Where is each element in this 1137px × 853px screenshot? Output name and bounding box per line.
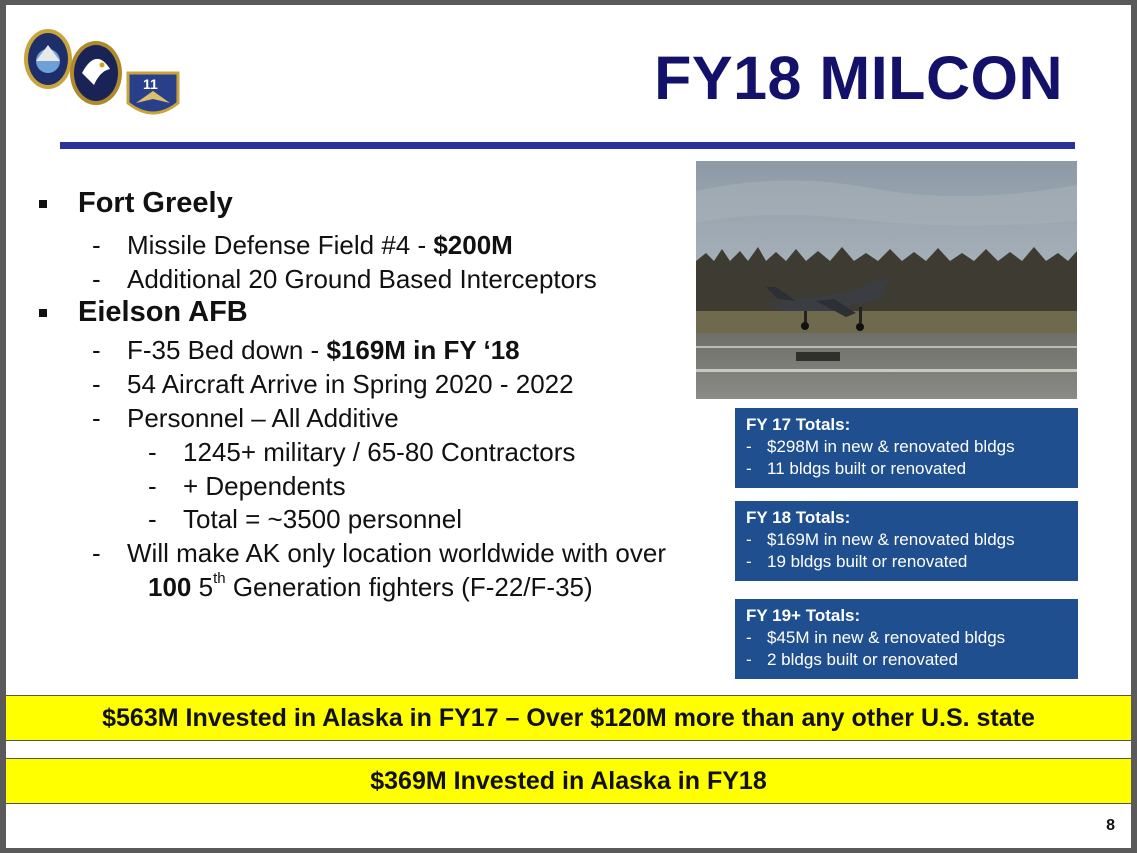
totals-line-text: $169M in new & renovated bldgs (767, 530, 1015, 549)
dash-marker: - (746, 530, 752, 549)
dash-marker: - (92, 230, 101, 260)
alaskan-command-logo (70, 41, 122, 105)
totals-title: FY 18 Totals: (746, 508, 851, 527)
fg-item-interceptors: Additional 20 Ground Based Interceptors (127, 264, 597, 294)
slide (6, 5, 1131, 848)
totals-line-text: $45M in new & renovated bldgs (767, 628, 1006, 647)
bullet-fort-greely: Fort Greely (78, 187, 233, 219)
ei-item-worldwide-cont (148, 572, 593, 603)
unit-logos (24, 25, 184, 125)
dash-marker: - (746, 650, 752, 669)
dash-marker: - (92, 335, 101, 365)
fy19-totals-box (735, 599, 1078, 679)
ei-item1-amount: $169M in FY ‘18 (326, 335, 520, 365)
totals-line-text: $298M in new & renovated bldgs (767, 437, 1015, 456)
totals-line (746, 530, 1078, 550)
dash-marker: - (148, 471, 157, 501)
ei-item1-text: F-35 Bed down - (127, 335, 327, 365)
ei-sub-military: 1245+ military / 65-80 Contractors (183, 437, 576, 467)
fy17-investment-banner: $563M Invested in Alaska in FY17 – Over $120M more than any other U.S. state (6, 695, 1131, 741)
dash-marker: - (92, 369, 101, 399)
fy17-totals-box (735, 408, 1078, 488)
dash-marker: - (148, 504, 157, 534)
title-divider (60, 142, 1075, 149)
ei-item-aircraft: 54 Aircraft Arrive in Spring 2020 - 2022 (127, 369, 574, 399)
fy18-investment-banner: $369M Invested in Alaska in FY18 (6, 758, 1131, 804)
dash-marker: - (92, 403, 101, 433)
dash-marker: - (746, 459, 752, 478)
ei-sub-total: Total = ~3500 personnel (183, 504, 462, 534)
fg-item-missile-defense (127, 230, 513, 261)
dash-marker: - (92, 264, 101, 294)
totals-line (746, 628, 1078, 648)
totals-title: FY 17 Totals: (746, 415, 851, 434)
dash-marker: - (92, 538, 101, 568)
slide-title: FY18 MILCON (654, 44, 1063, 112)
ei-item-worldwide: Will make AK only location worldwide with over (127, 538, 666, 568)
svg-text:11: 11 (143, 76, 158, 92)
fg-item1-text: Missile Defense Field #4 - (127, 230, 434, 260)
ei-item4-sup: th (213, 570, 226, 587)
fg-item1-amount: $200M (433, 230, 513, 260)
page-number: 8 (1106, 817, 1115, 834)
bullet-eielson: Eielson AFB (78, 296, 248, 328)
totals-line-text: 19 bldgs built or renovated (767, 552, 968, 571)
dash-marker: - (746, 628, 752, 647)
fy18-totals-box (735, 501, 1078, 581)
dash-marker: - (746, 437, 752, 456)
totals-line (746, 437, 1078, 457)
ei-item4-rest: Generation fighters (F-22/F-35) (225, 572, 593, 602)
totals-title: FY 19+ Totals: (746, 606, 861, 625)
totals-line-text: 11 bldgs built or renovated (767, 459, 967, 478)
ei-item4-count: 100 (148, 572, 192, 602)
ei-sub-dependents: + Dependents (183, 471, 346, 501)
ei-item-personnel: Personnel – All Additive (127, 403, 399, 433)
norad-shield-logo (24, 29, 72, 89)
totals-line (746, 650, 1078, 670)
dash-marker: - (148, 437, 157, 467)
f35-jet-on-runway-photo (696, 161, 1077, 399)
dash-marker: - (746, 552, 752, 571)
totals-line-text: 2 bldgs built or renovated (767, 650, 958, 669)
bullet-square-icon (39, 309, 47, 317)
totals-line (746, 552, 1078, 572)
bullet-square-icon (39, 200, 47, 208)
ei-item-f35 (127, 335, 520, 366)
totals-line (746, 459, 1078, 479)
eleventh-air-force-logo (128, 73, 178, 113)
ei-item4-num: 5 (198, 572, 214, 602)
